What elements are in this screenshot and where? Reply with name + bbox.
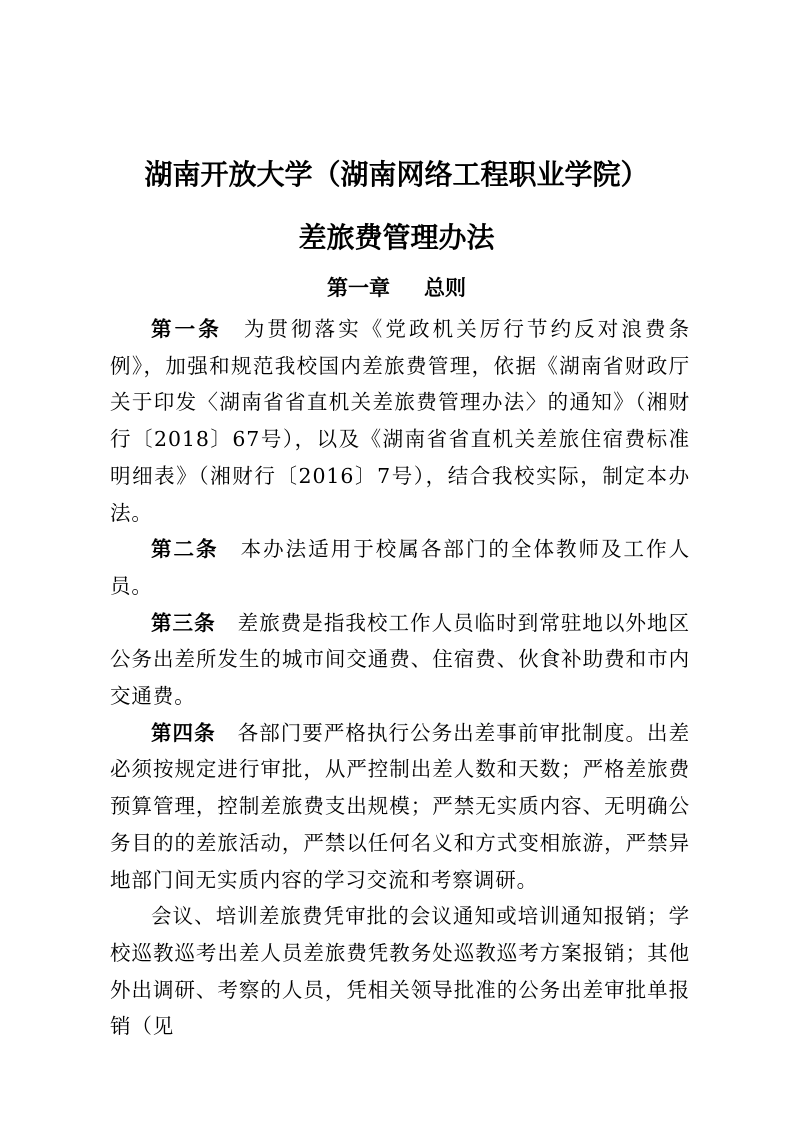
article-1-label: 第一条 [151,317,222,341]
article-1-text: 为贯彻落实《党政机关厉行节约反对浪费条例》，加强和规范我校国内差旅费管理，依据《湖南省财政厅关于印发〈湖南省省直机关差旅费管理办法〉的通知》（湘财行〔2018〕67号），以及《湖南省省直机关差旅住宿费标准明细表》（湘财行〔2016〕7号），结合我校实际，制定本办法。 [110,317,691,525]
article-3-label: 第三条 [151,610,216,635]
chapter-number: 第一章 [327,276,390,300]
article-2-label: 第二条 [151,537,219,562]
document-body [110,311,690,1045]
article-3-text: 差旅费是指我校工作人员临时到常驻地以外地区公务出差所发生的城市间交通费、住宿费、伙食补助费和市内交通费。 [110,610,691,709]
chapter-heading [0,273,793,303]
document-title-line-1: 湖南开放大学（湖南网络工程职业学院） [144,158,649,191]
article-1 [110,311,690,531]
article-2 [110,531,690,604]
article-4-label: 第四条 [151,720,216,745]
article-2-text: 本办法适用于校属各部门的全体教师及工作人员。 [110,537,691,598]
continuation-paragraph: 会议、培训差旅费凭审批的会议通知或培训通知报销；学校巡教巡考出差人员差旅费凭教务处巡教巡考方案报销；其他外出调研、考察的人员，凭相关领导批准的公务出差审批单报销（见 [110,904,690,1039]
document-title-line-2: 差旅费管理办法 [298,221,495,254]
article-4-text: 各部门要严格执行公务出差事前审批制度。出差必须按规定进行审批，从严控制出差人数和天数；严格差旅费预算管理，控制差旅费支出规模；严禁无实质内容、无明确公务目的的差旅活动，严禁以任何名义和方式变相旅游，严禁异地部门间无实质内容的学习交流和考察调研。 [110,720,691,892]
chapter-name: 总则 [424,276,466,300]
article-3 [110,605,690,715]
article-4 [110,715,690,899]
